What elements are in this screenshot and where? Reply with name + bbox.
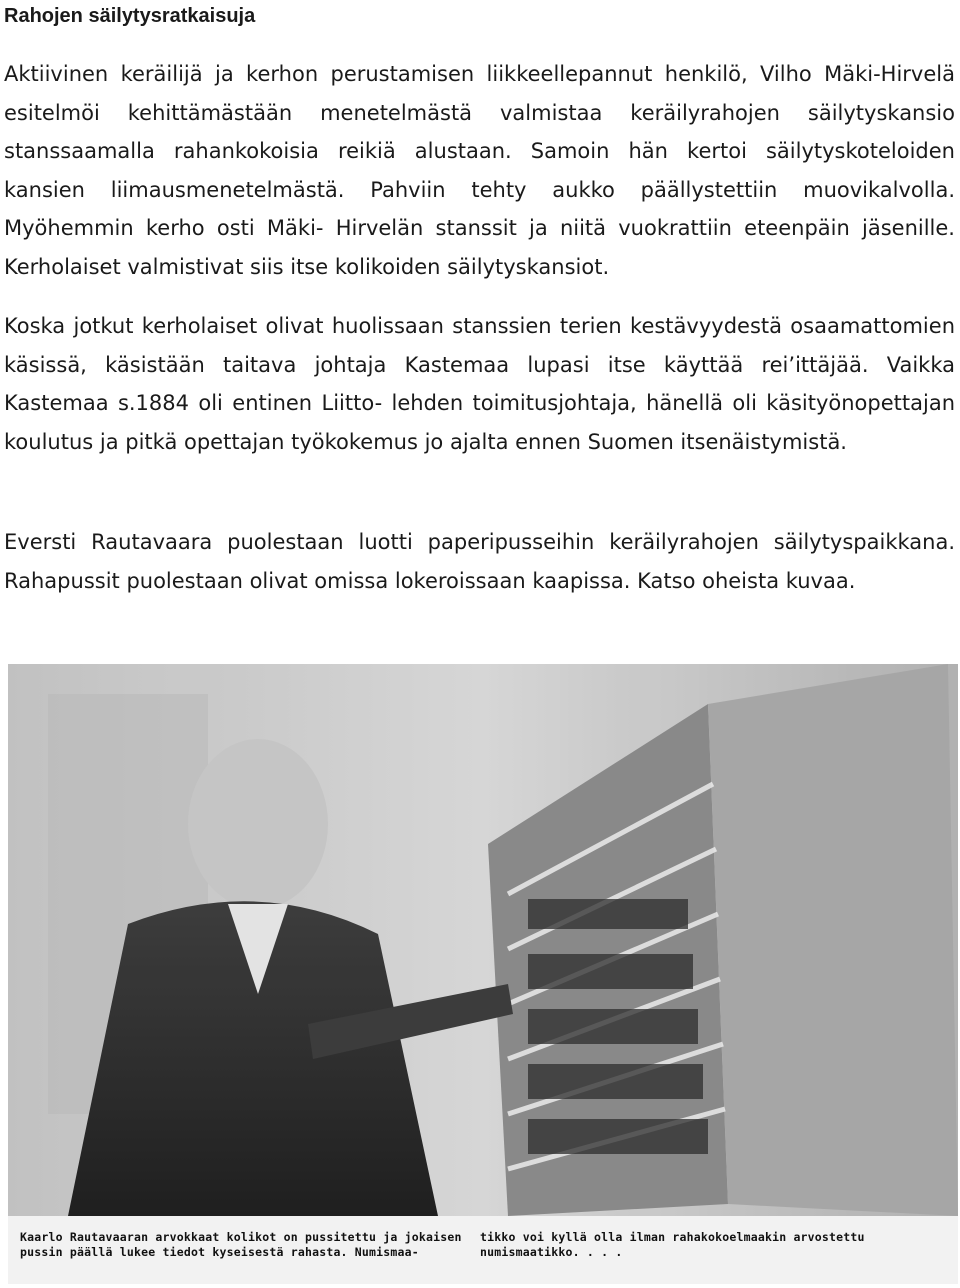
paragraph-2: Koska jotkut kerholaiset olivat huolissaan stanssien terien kestävyydestä osaamattomien käsissä, käsistään taitava johtaja Kastemaa lupasi itse käyttää rei’ittäjää. Vaikka Kastemaa s.1884 oli entinen Liitto- lehden toimitusjohtaja, hänellä oli käsityönopettajan koulutus ja pitkä opettajan työkokemus jo ajalta ennen Suomen itsenäistymistä. <box>4 314 955 454</box>
caption-strip <box>8 1216 958 1284</box>
photo-caption-left: Kaarlo Rautavaaran arvokkaat kolikot on pussitettu ja jokaisen pussin päällä lukee tiedot kyseisestä rahasta. Numismaa- <box>20 1230 462 1259</box>
document-title: Rahojen säilytysratkaisuja <box>4 5 256 27</box>
photo-caption-right: tikko voi kyllä olla ilman rahakokoelmaakin arvostettu numismaatikko. . . . <box>480 1230 865 1259</box>
archive-photo <box>8 664 958 1284</box>
paragraph-3: Eversti Rautavaara puolestaan luotti paperipusseihin keräilyrahojen säilytyspaikkana. Rahapussit puolestaan olivat omissa lokeroissaan kaapissa. Katso oheista kuvaa. <box>4 530 955 593</box>
photo-icon <box>8 664 958 1216</box>
paragraph-1: Aktiivinen keräilijä ja kerhon perustamisen liikkeellepannut henkilö, Vilho Mäki-Hirvelä esitelmöi kehittämästään menetelmästä valmistaa keräilyrahojen säilytyskansio stanssaamalla rahankokoisia reikiä alustaan. Samoin hän kertoi säilytyskoteloiden kansien liimausmenetelmästä. Pahviin tehty aukko päällystettiin muovikalvolla. Myöhemmin kerho osti Mäki- Hirvelän stanssit ja niitä vuokrattiin eteenpäin jäsenille. Kerholaiset valmistivat siis itse kolikoiden säilytyskansiot. <box>4 62 955 279</box>
